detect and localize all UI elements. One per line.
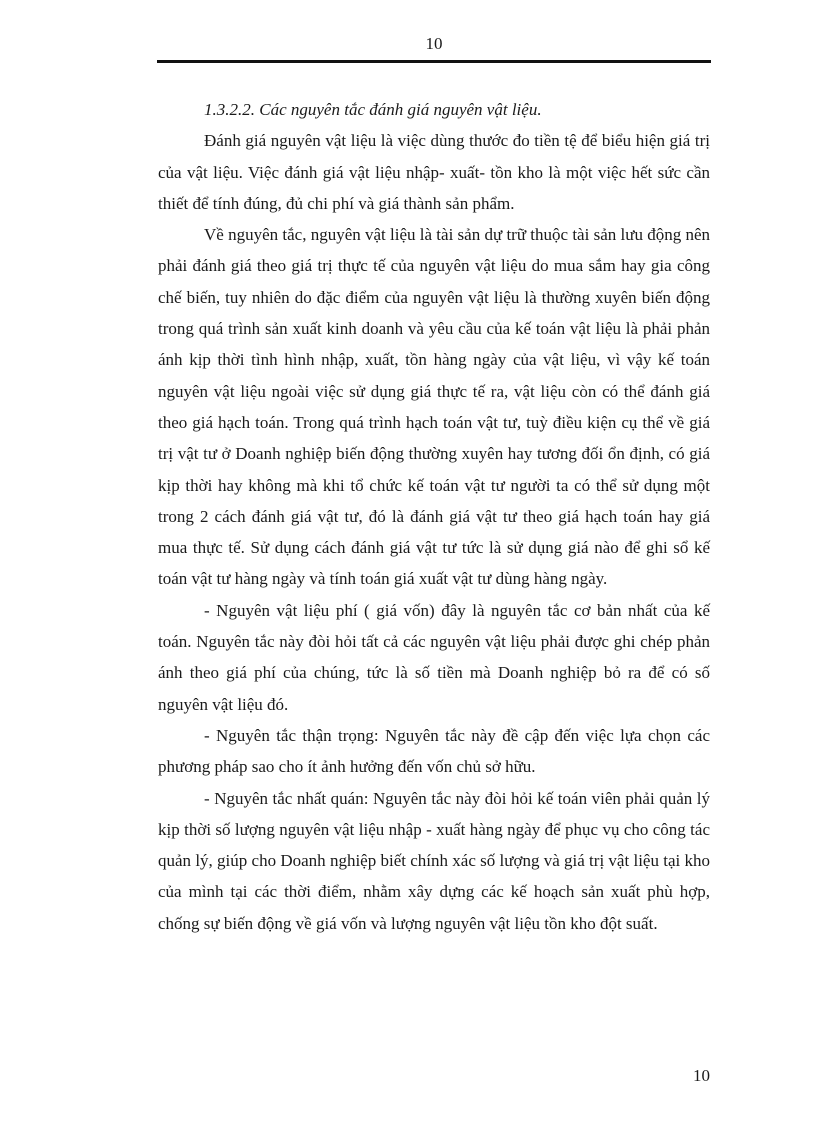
footer-page-number: 10 xyxy=(693,1066,710,1085)
header-page-number: 10 xyxy=(425,34,443,53)
page-body xyxy=(158,94,710,939)
paragraph-prudence-principle: - Nguyên tắc thận trọng: Nguyên tắc này đề cập đến việc lựa chọn các phương pháp sao cho ít ảnh hưởng đến vốn chủ sở hữu. xyxy=(158,725,710,777)
paragraph-cost-principle: - Nguyên vật liệu phí ( giá vốn) đây là nguyên tắc cơ bản nhất của kế toán. Nguyên tắc này đòi hỏi tất cả các nguyên vật liệu phải được ghi chép phản ánh theo giá phí của chúng, tức là số tiền mà Doanh nghiệp bỏ ra để có số nguyên vật liệu đó. xyxy=(158,600,710,714)
paragraph-consistency-principle: - Nguyên tắc nhất quán: Nguyên tắc này đòi hỏi kế toán viên phải quản lý kịp thời số lượng nguyên vật liệu nhập - xuất hàng ngày để phục vụ cho công tác quản lý, giúp cho Doanh nghiệp biết chính xác số lượng và giá trị vật liệu tại kho của mình tại các thời điểm, nhằm xây dựng các kế hoạch sản xuất phù hợp, chống sự biến động về giá vốn và lượng nguyên vật liệu tồn kho đột suất. xyxy=(158,788,710,933)
paragraph-principle: Về nguyên tắc, nguyên vật liệu là tài sản dự trữ thuộc tài sản lưu động nên phải đánh giá theo giá trị thực tế của nguyên vật liệu do mua sắm hay gia công chế biến, tuy nhiên do đặc điểm của nguyên vật liệu là thường xuyên biến động trong quá trình sản xuất kinh doanh và yêu cầu của kế toán vật liệu là phải phản ánh kịp thời tình hình nhập, xuất, tồn hàng ngày của vật liệu, vì vậy kế toán nguyên vật liệu ngoài việc sử dụng giá thực tế ra, vật liệu còn có thể đánh giá theo giá hạch toán. Trong quá trình hạch toán vật tư, tuỳ điều kiện cụ thể về giá trị vật tư ở Doanh nghiệp biến động thường xuyên hay tương đối ổn định, có giá kịp thời hay không mà khi tổ chức kế toán vật tư người ta có thể sử dụng một trong 2 cách đánh giá vật tư, đó là đánh giá vật tư theo giá hạch toán hay giá mua thực tế. Sử dụng cách đánh giá vật tư tức là sử dụng giá nào để ghi sổ kế toán vật tư hàng ngày và tính toán giá xuất vật tư dùng hàng ngày. xyxy=(158,225,710,589)
section-heading: 1.3.2.2. Các nguyên tắc đánh giá nguyên vật liệu. xyxy=(204,100,542,119)
paragraph-intro: Đánh giá nguyên vật liệu là việc dùng thước đo tiền tệ để biểu hiện giá trị của vật liệu. Việc đánh giá vật liệu nhập- xuất- tồn kho là một việc hết sức cần thiết để tính đúng, đủ chi phí và giá thành sản phẩm. xyxy=(158,131,710,213)
header-divider xyxy=(157,60,711,63)
